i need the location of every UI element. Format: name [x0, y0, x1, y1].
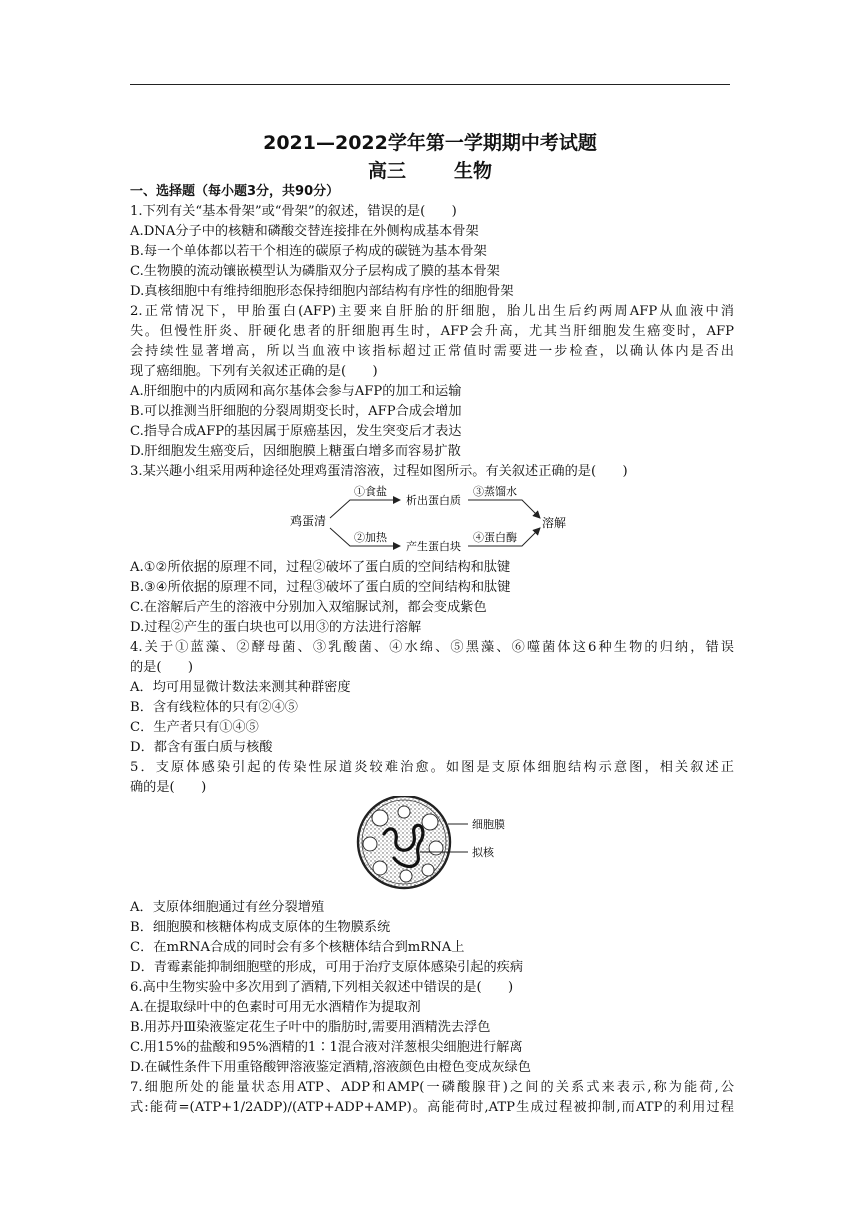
step1-label: ①食盐	[354, 485, 387, 498]
arrow-start-to-upper	[330, 500, 400, 518]
q2-option-a: A.肝细胞中的内质网和高尔基体会参与AFP的加工和运输	[130, 384, 462, 399]
q5-option-b: B．细胞膜和核糖体构成支原体的生物膜系统	[130, 920, 391, 935]
exam-subtitle	[130, 156, 730, 183]
step4-label: ④蛋白酶	[473, 531, 517, 544]
q5-mycoplasma-diagram	[350, 796, 520, 896]
diagram-start-label: 鸡蛋清	[290, 514, 327, 528]
q2-stem-line1: 2.正常情况下，甲胎蛋白(AFP)主要来自肝胎的肝细胞，胎儿出生后约两周AFP从血液中消	[130, 304, 734, 319]
exam-title: 2021—2022学年第一学期期中考试题	[263, 132, 597, 154]
q1-option-b: B.每一个单体都以若干个相连的碳原子构成的碳链为基本骨架	[130, 244, 487, 259]
q6-option-a: A.在提取绿叶中的色素时可用无水酒精作为提取剂	[130, 1000, 421, 1015]
q5-stem-line2: 确的是( )	[130, 780, 207, 795]
nucleoid-label: 拟核	[472, 846, 494, 859]
q2-option-c: C.指导合成AFP的基因属于原癌基因，发生突变后才表达	[130, 424, 462, 439]
section-heading: 一、选择题（每小题3分，共90分）	[130, 184, 340, 199]
q7-stem-line1: 7.细胞所处的能量状态用ATP、ADP和AMP(一磷酸腺苷)之间的关系式来表示,称为能荷,公	[130, 1080, 734, 1095]
q3-option-a: A.①②所依据的原理不同，过程②破坏了蛋白质的空间结构和肽键	[130, 560, 511, 575]
q1-stem: 1.下列有关“基本骨架”或“骨架”的叙述，错误的是( )	[130, 204, 457, 219]
q1-option-d: D.真核细胞中有维持细胞形态保持细胞内部结构有序性的细胞骨架	[130, 284, 514, 299]
q6-stem: 6.高中生物实验中多次用到了酒精,下列相关叙述中错误的是( )	[130, 980, 514, 995]
q4-stem-line1: 4.关于①蓝藻、②酵母菌、③乳酸菌、④水绵、⑤黑藻、⑥噬菌体这6种生物的归纳，错误	[130, 640, 734, 655]
step2-label: ②加热	[354, 531, 387, 544]
subject-label: 生物	[454, 160, 493, 182]
diagram-end-label: 溶解	[542, 516, 567, 530]
q6-option-c: C.用15%的盐酸和95%酒精的1∶1混合液对洋葱根尖细胞进行解离	[130, 1040, 523, 1055]
header-rule	[130, 84, 730, 85]
vesicle	[398, 806, 410, 818]
q4-option-b: B．含有线粒体的只有②④⑤	[130, 700, 298, 715]
q2-stem-line4: 现了癌细胞。下列有关叙述正确的是( )	[130, 364, 378, 379]
q2-option-d: D.肝细胞发生癌变后，因细胞膜上糖蛋白增多而容易扩散	[130, 444, 461, 459]
q4-option-d: D．都含有蛋白质与核酸	[130, 740, 273, 755]
q1-option-c: C.生物膜的流动镶嵌模型认为磷脂双分子层构成了膜的基本骨架	[130, 264, 500, 279]
vesicle	[363, 837, 377, 851]
q5-stem-line1: 5．支原体感染引起的传染性尿道炎较难治愈。如图是支原体细胞结构示意图，相关叙述正	[130, 760, 734, 775]
vesicle	[422, 864, 434, 876]
q2-option-b: B.可以推测当肝细胞的分裂周期变长时，AFP合成会增加	[130, 404, 462, 419]
q2-stem-line2: 失。但慢性肝炎、肝硬化患者的肝细胞再生时，AFP会升高，尤其当肝细胞发生癌变时，AFP	[130, 324, 734, 339]
arrow-upper-to-end	[468, 500, 540, 518]
q3-stem: 3.某兴趣小组采用两种途径处理鸡蛋清溶液，过程如图所示。有关叙述正确的是( )	[130, 464, 628, 479]
q2-stem-line3: 会持续性显著增高，所以当血液中该指标超过正常值时需要进一步检查，以确认体内是否出	[130, 344, 734, 359]
q3-process-diagram	[290, 484, 580, 556]
q4-option-a: A．均可用显微计数法来测其种群密度	[130, 680, 351, 695]
q4-option-c: C．生产者只有①④⑤	[130, 720, 259, 735]
q3-option-b: B.③④所依据的原理不同，过程③破坏了蛋白质的空间结构和肽键	[130, 580, 511, 595]
step3-label: ③蒸馏水	[473, 485, 517, 498]
q6-option-b: B.用苏丹Ⅲ染液鉴定花生子叶中的脂肪时,需要用酒精洗去浮色	[130, 1020, 491, 1035]
vesicle	[422, 814, 438, 830]
lower-product-label: 产生蛋白块	[406, 540, 461, 553]
q3-option-c: C.在溶解后产生的溶液中分别加入双缩脲试剂，都会变成紫色	[130, 600, 487, 615]
grade-label: 高三	[367, 160, 406, 182]
vesicle	[400, 870, 412, 882]
q5-option-a: A．支原体细胞通过有丝分裂增殖	[130, 900, 325, 915]
q1-option-a: A.DNA分子中的核糖和磷酸交替连接排在外侧构成基本骨架	[130, 224, 479, 239]
q5-option-c: C．在mRNA合成的同时会有多个核糖体结合到mRNA上	[130, 940, 465, 955]
vesicle	[429, 841, 443, 855]
q6-option-d: D.在碱性条件下用重铬酸钾溶液鉴定酒精,溶液颜色由橙色变成灰绿色	[130, 1060, 531, 1075]
upper-product-label: 析出蛋白质	[406, 494, 461, 507]
q4-stem-line2: 的是( )	[130, 660, 194, 675]
membrane-label: 细胞膜	[472, 818, 505, 831]
q5-option-d: D．青霉素能抑制细胞壁的形成，可用于治疗支原体感染引起的疾病	[130, 960, 524, 975]
q7-stem-line2: 式:能荷=(ATP+1/2ADP)/(ATP+ADP+AMP)。高能荷时,ATP生成过程被抑制,而ATP的利用过程	[130, 1100, 734, 1115]
q3-option-d: D.过程②产生的蛋白块也可以用③的方法进行溶解	[130, 620, 422, 635]
vesicle	[373, 861, 387, 875]
vesicle	[372, 810, 388, 826]
